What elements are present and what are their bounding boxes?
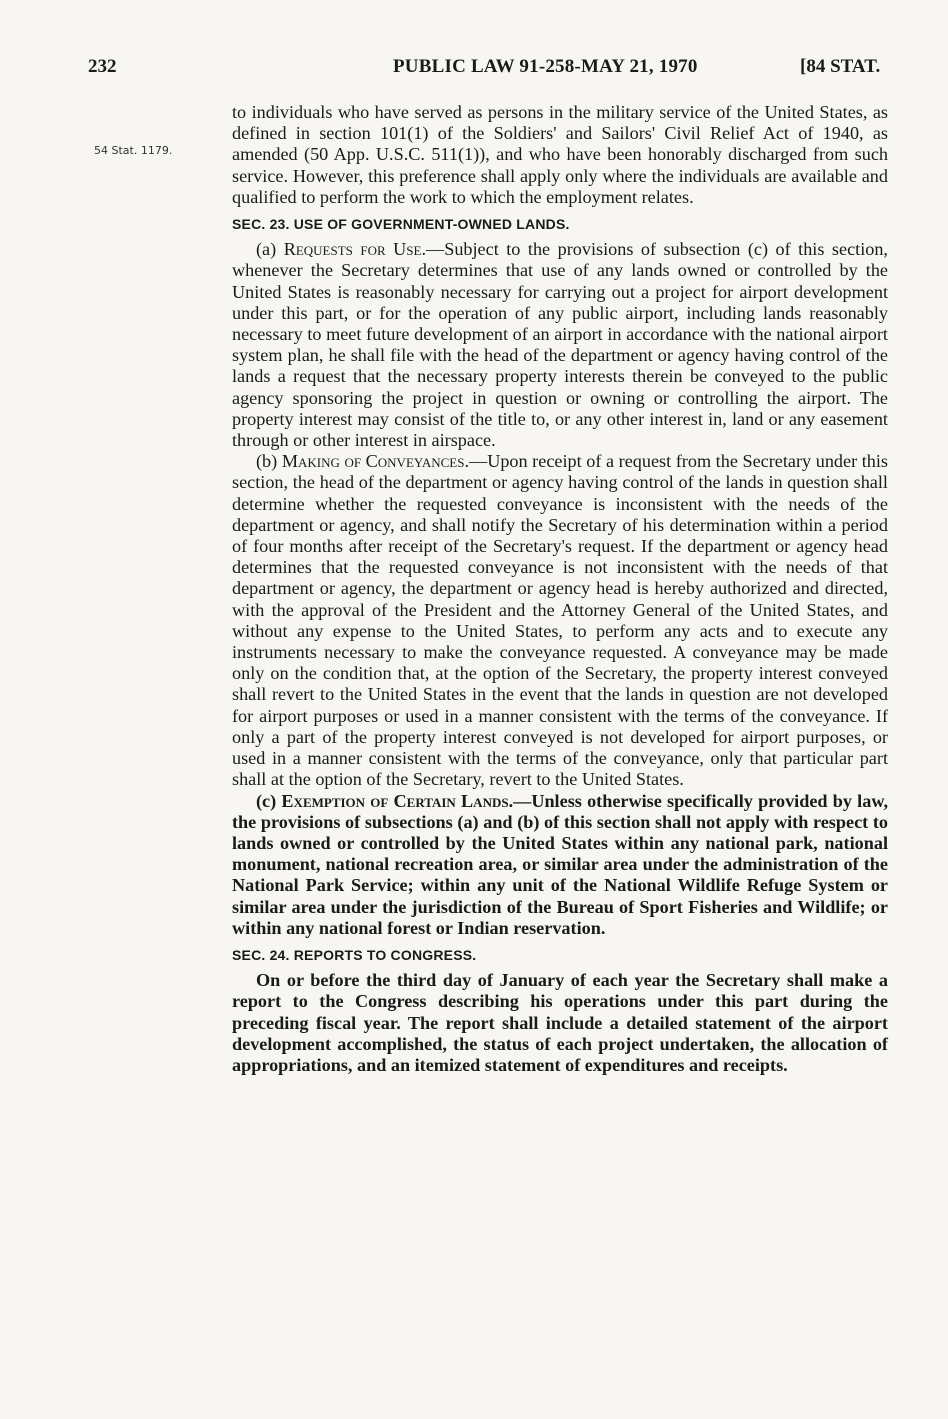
subsection-b-caption: Making of Conveyances. [281, 451, 469, 472]
section-23-heading: SEC. 23. USE OF GOVERNMENT-OWNED LANDS. [232, 216, 570, 233]
subsection-a-label: (a) [256, 239, 277, 260]
subsection-b-label: (b) [256, 451, 278, 472]
section-24-heading: SEC. 24. REPORTS TO CONGRESS. [232, 946, 477, 963]
page-number: 232 [88, 56, 117, 77]
document-body [232, 102, 888, 1076]
subsection-a [232, 239, 888, 451]
running-head: PUBLIC LAW 91-258-MAY 21, 1970 [393, 56, 698, 77]
statute-reference: [84 STAT. [800, 56, 881, 77]
subsection-a-text: —Subject to the provisions of subsection (c) of this section, whenever the Secretary determines that use of any lands owned or controlled by the United States is reasonably necessary for carrying out a project for airport development under this part, or for the operation of any public airport, including lands reasonably necessary to meet future development of an airport in accordance with the national airport system plan, he shall file with the head of the department or agency having control of the lands a request that the necessary property interests therein be conveyed to the public agency sponsoring the project in question or owning or controlling the airport. The property interest may consist of the title to, or any other interest in, land or any easement through or other interest in airspace. [232, 239, 888, 451]
subsection-b [232, 451, 888, 790]
subsection-c-label: (c) [256, 790, 277, 811]
subsection-a-caption: Requests for Use. [283, 239, 427, 260]
continuation-paragraph: to individuals who have served as persons in the military service of the United States, as defined in section 101(1) of the Soldiers' and Sailors' Civil Relief Act of 1940, as amended (50 App. U.S.C. 511(1)), and who have been honorably discharged from such service. However, this preference shall apply only where the individuals are available and qualified to perform the work to which the employment relates. [232, 102, 888, 207]
margin-note: 54 Stat. 1179. [94, 144, 173, 157]
subsection-b-text: —Upon receipt of a request from the Secretary under this section, the head of the department or agency having control of the lands in question shall determine whether the requested conveyance is inconsistent with the needs of the department or agency, and shall notify the Secretary of his determination within a period of four months after receipt of the Secretary's request. If the department or agency head determines that the requested conveyance is not inconsistent with the needs of that department or agency, the department or agency head is hereby authorized and directed, with the approval of the President and the Attorney General of the United States, and without any expense to the United States, to perform any acts and to execute any instruments necessary to make the conveyance requested. A conveyance may be made only on the condition that, at the option of the Secretary, the property interest conveyed shall revert to the United States in the event that the lands in question are not developed for airport purposes or used in a manner consistent with the terms of the conveyance. If only a part of the property interest conveyed is not developed for airport purposes, or used in a manner consistent with the terms of the conveyance, only that particular part shall at the option of the Secretary, revert to the United States. [232, 451, 888, 790]
subsection-c-caption: Exemption of Certain Lands. [281, 790, 514, 811]
subsection-c-text: —Unless otherwise specifically provided by law, the provisions of subsections (a) and (b) of this section shall not apply with respect to lands owned or controlled by the United States within any national park, national monument, national recreation area, or similar area under the administration of the National Park Service; within any unit of the National Wildlife Refuge System or similar area under the jurisdiction of the Bureau of Sport Fisheries and Wildlife; or within any national forest or Indian reservation. [232, 790, 888, 938]
subsection-c [232, 791, 888, 939]
page-header [0, 56, 948, 86]
section-24-paragraph: On or before the third day of January of each year the Secretary shall make a report to the Congress describing his operations under this part during the preceding fiscal year. The report shall include a detailed statement of the airport development accomplished, the status of each project undertaken, the allocation of appropriations, and an itemized statement of expenditures and receipts. [232, 970, 888, 1075]
